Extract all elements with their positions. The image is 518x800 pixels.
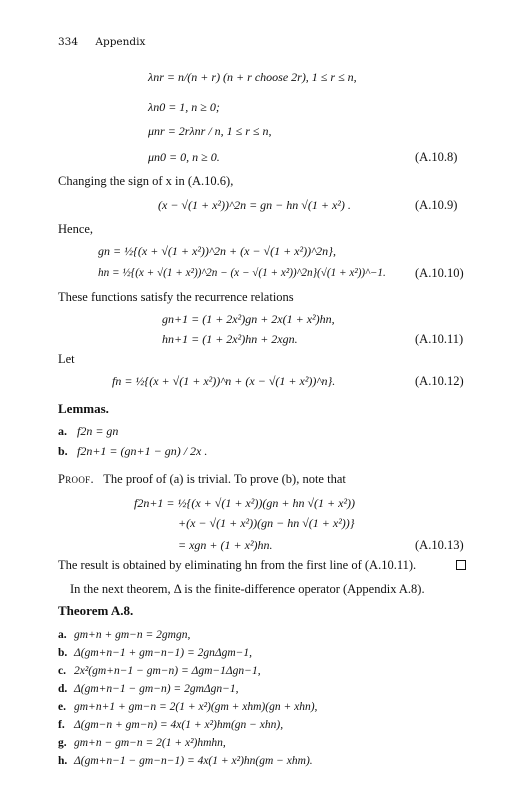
theorem-heading: Theorem A.8. bbox=[58, 603, 134, 618]
theorem-item-text: Δ(gm+n−1 − gm−n) = 2gmΔgn−1, bbox=[74, 683, 239, 695]
theorem-item bbox=[58, 754, 313, 768]
lemma-b bbox=[58, 444, 207, 458]
eq-hn: hn = ½{(x + √(1 + x²))^2n − (x − √(1 + x²))^2n}(√(1 + x²))^−1. bbox=[98, 267, 386, 279]
equation-tag-a1010: (A.10.10) bbox=[415, 266, 464, 280]
paragraph-let: Let bbox=[58, 352, 75, 366]
lemma-a-label: a. bbox=[58, 424, 67, 438]
theorem-item-text: Δ(gm−n + gm−n) = 4x(1 + x²)hm(gn − xhn), bbox=[74, 719, 284, 731]
paragraph-next-theorem: In the next theorem, Δ is the finite-difference operator (Appendix A.8). bbox=[70, 582, 425, 596]
paragraph-hence: Hence, bbox=[58, 222, 94, 236]
theorem-item-text: gm+n+1 + gm−n = 2(1 + x²)(gm + xhm)(gn + xhn), bbox=[74, 701, 318, 713]
equation-tag-a1013: (A.10.13) bbox=[415, 538, 464, 552]
eq-hn-plus-1: hn+1 = (1 + 2x²)hn + 2xgn. bbox=[162, 332, 298, 346]
theorem-item-text: Δ(gm+n−1 + gm−n−1) = 2gnΔgm−1, bbox=[74, 647, 253, 659]
theorem-item-text: 2x²(gm+n−1 − gm−n) = Δgm−1Δgn−1, bbox=[74, 665, 261, 677]
qed-symbol bbox=[456, 560, 466, 570]
theorem-item-label: h. bbox=[58, 755, 68, 767]
eq-gn: gn = ½{(x + √(1 + x²))^2n + (x − √(1 + x²))^2n}, bbox=[98, 244, 336, 258]
equation-tag-a109: (A.10.9) bbox=[415, 198, 458, 212]
equation-tag-a108: (A.10.8) bbox=[415, 150, 458, 164]
eq-gn-plus-1: gn+1 = (1 + 2x²)gn + 2x(1 + x²)hn, bbox=[162, 312, 335, 326]
page-number: 334 bbox=[58, 36, 79, 48]
theorem-item-label: f. bbox=[58, 719, 65, 731]
lemma-b-label: b. bbox=[58, 444, 68, 458]
theorem-item-label: d. bbox=[58, 683, 68, 695]
paragraph-changing-sign: Changing the sign of x in (A.10.6), bbox=[58, 174, 234, 188]
section-title: Appendix bbox=[95, 36, 146, 48]
paragraph-recurrence: These functions satisfy the recurrence relations bbox=[58, 290, 294, 304]
eq-f2n1-line3: = xgn + (1 + x²)hn. bbox=[178, 538, 273, 552]
theorem-item bbox=[58, 664, 261, 678]
eq-mu-nr: μnr = 2rλnr / n, 1 ≤ r ≤ n, bbox=[148, 124, 272, 138]
theorem-item-text: gm+n − gm−n = 2(1 + x²)hmhn, bbox=[74, 737, 226, 749]
theorem-item bbox=[58, 628, 190, 642]
theorem-item-text: gm+n + gm−n = 2gmgn, bbox=[74, 629, 191, 641]
eq-f2n1-line1: f2n+1 = ½{(x + √(1 + x²))(gn + hn √(1 + x²)) bbox=[134, 496, 356, 510]
equation-tag-a1012: (A.10.12) bbox=[415, 374, 464, 388]
theorem-item-label: b. bbox=[58, 647, 68, 659]
theorem-item bbox=[58, 736, 226, 750]
theorem-item-label: c. bbox=[58, 665, 66, 677]
lemma-a bbox=[58, 424, 118, 438]
equation-tag-a1011: (A.10.11) bbox=[415, 332, 464, 346]
eq-f2n1-line2: +(x − √(1 + x²))(gn − hn √(1 + x²))} bbox=[178, 516, 355, 530]
proof-label: Proof. bbox=[58, 472, 94, 486]
theorem-item-label: e. bbox=[58, 701, 66, 713]
theorem-item-text: Δ(gm+n−1 − gm−n−1) = 4x(1 + x²)hn(gm − xhm). bbox=[74, 755, 313, 767]
theorem-item-label: g. bbox=[58, 737, 67, 749]
eq-a109: (x − √(1 + x²))^2n = gn − hn √(1 + x²) . bbox=[158, 198, 351, 212]
lemma-a-text: f2n = gn bbox=[77, 424, 119, 438]
theorem-item bbox=[58, 718, 283, 732]
lemma-b-text: f2n+1 = (gn+1 − gn) / 2x . bbox=[77, 444, 208, 458]
paragraph-result: The result is obtained by eliminating hn from the first line of (A.10.11). bbox=[58, 558, 417, 572]
eq-mu-n0: μn0 = 0, n ≥ 0. bbox=[148, 150, 220, 164]
eq-fn: fn = ½{(x + √(1 + x²))^n + (x − √(1 + x²))^n}. bbox=[112, 374, 336, 388]
eq-lambda-n0: λn0 = 1, n ≥ 0; bbox=[148, 100, 220, 114]
proof-paragraph bbox=[58, 472, 346, 486]
proof-text: The proof of (a) is trivial. To prove (b), note that bbox=[103, 472, 346, 486]
eq-lambda-nr: λnr = n/(n + r) (n + r choose 2r), 1 ≤ r ≤ n, bbox=[148, 70, 357, 84]
running-header bbox=[58, 36, 145, 48]
theorem-item bbox=[58, 646, 252, 660]
theorem-item bbox=[58, 682, 239, 696]
theorem-item bbox=[58, 700, 317, 714]
lemmas-heading: Lemmas. bbox=[58, 401, 109, 416]
theorem-item-label: a. bbox=[58, 629, 67, 641]
